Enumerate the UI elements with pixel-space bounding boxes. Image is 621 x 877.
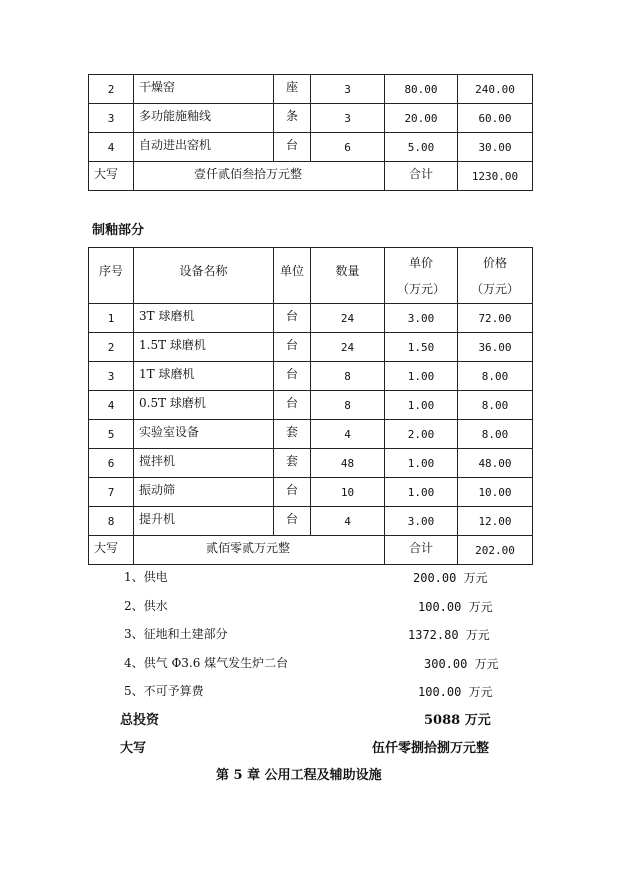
daxie-total-value: 伍仟零捌拾捌万元整 [372, 741, 490, 756]
cell-qty: 8 [311, 391, 385, 420]
table-header-row [89, 248, 533, 304]
cell-no: 4 [89, 133, 134, 162]
cell-qty: 4 [311, 420, 385, 449]
cell-total: 36.00 [458, 333, 533, 362]
cell-unit: 台 [274, 478, 311, 507]
total-value: 5088 万元 [424, 713, 491, 728]
cell-qty: 24 [311, 304, 385, 333]
cell-total: 8.00 [458, 391, 533, 420]
table-row [89, 478, 533, 507]
cell-price: 1.00 [385, 478, 458, 507]
item-value: 300.00 万元 [424, 657, 499, 671]
cell-price: 1.00 [385, 362, 458, 391]
cell-no: 2 [89, 75, 134, 104]
header-name: 设备名称 [134, 248, 274, 304]
cell-name: 搅拌机 [134, 449, 274, 478]
table-row [89, 304, 533, 333]
cell-qty: 3 [311, 75, 385, 104]
total-label: 总投资 [120, 713, 160, 728]
cell-no: 6 [89, 449, 134, 478]
cell-no: 5 [89, 420, 134, 449]
item-value: 100.00 万元 [418, 600, 493, 614]
cell-total: 30.00 [458, 133, 533, 162]
cell-unit: 台 [274, 333, 311, 362]
cell-total: 8.00 [458, 420, 533, 449]
cell-price: 1.00 [385, 449, 458, 478]
cell-total: 10.00 [458, 478, 533, 507]
cell-name: 1T 球磨机 [134, 362, 274, 391]
daxie-amount: 贰佰零贰万元整 [134, 536, 385, 565]
cell-price: 3.00 [385, 304, 458, 333]
cell-price: 5.00 [385, 133, 458, 162]
sum-value: 1230.00 [458, 162, 533, 191]
item-value: 1372.80 万元 [408, 628, 490, 642]
cell-total: 240.00 [458, 75, 533, 104]
cell-qty: 10 [311, 478, 385, 507]
header-total [458, 248, 533, 304]
cell-price: 3.00 [385, 507, 458, 536]
item-label: 4、供气 Φ3.6 煤气发生炉二台 [124, 656, 289, 670]
cell-total: 8.00 [458, 362, 533, 391]
cell-no: 4 [89, 391, 134, 420]
cell-unit: 台 [274, 507, 311, 536]
table-footer-row [89, 162, 533, 191]
header-price-line1: 单价 [408, 255, 433, 270]
cell-name: 自动进出窑机 [134, 133, 274, 162]
cell-price: 1.00 [385, 391, 458, 420]
item-value: 200.00 万元 [413, 571, 488, 585]
cell-name: 提升机 [134, 507, 274, 536]
table-row [89, 420, 533, 449]
cell-price: 2.00 [385, 420, 458, 449]
table-row [89, 104, 533, 133]
cell-unit: 套 [274, 420, 311, 449]
header-total-line1: 价格 [482, 255, 507, 270]
cell-name: 3T 球磨机 [134, 304, 274, 333]
chapter-heading: 第 5 章 公用工程及辅助设施 [216, 768, 382, 783]
cell-no: 3 [89, 104, 134, 133]
cell-price: 80.00 [385, 75, 458, 104]
cell-name: 干燥窑 [134, 75, 274, 104]
header-no: 序号 [89, 248, 134, 304]
cell-price: 20.00 [385, 104, 458, 133]
table-row [89, 133, 533, 162]
daxie-amount: 壹仟贰佰叁拾万元整 [134, 162, 385, 191]
cell-name: 1.5T 球磨机 [134, 333, 274, 362]
cell-unit: 条 [274, 104, 311, 133]
table-row [89, 362, 533, 391]
section-title: 制釉部分 [92, 223, 145, 238]
cell-no: 7 [89, 478, 134, 507]
cell-unit: 座 [274, 75, 311, 104]
header-price-line2: （万元） [396, 281, 445, 296]
item-value: 100.00 万元 [418, 685, 493, 699]
cell-unit: 台 [274, 362, 311, 391]
cell-total: 60.00 [458, 104, 533, 133]
cell-name: 振动筛 [134, 478, 274, 507]
daxie-label: 大写 [89, 162, 134, 191]
cell-total: 12.00 [458, 507, 533, 536]
cell-unit: 台 [274, 304, 311, 333]
cell-total: 72.00 [458, 304, 533, 333]
table-row [89, 391, 533, 420]
table-row [89, 75, 533, 104]
cell-qty: 3 [311, 104, 385, 133]
cell-no: 2 [89, 333, 134, 362]
cell-qty: 6 [311, 133, 385, 162]
table-row [89, 449, 533, 478]
table-row [89, 333, 533, 362]
header-total-line2: （万元） [470, 281, 519, 296]
cell-no: 1 [89, 304, 134, 333]
equipment-table-1 [88, 74, 533, 191]
cell-total: 48.00 [458, 449, 533, 478]
cell-unit: 台 [274, 391, 311, 420]
cell-name: 实验室设备 [134, 420, 274, 449]
sum-value: 202.00 [458, 536, 533, 565]
table-row [89, 507, 533, 536]
item-label: 1、供电 [124, 570, 168, 584]
header-unit: 单位 [274, 248, 311, 304]
daxie-total-label: 大写 [120, 741, 147, 756]
item-label: 3、征地和土建部分 [124, 627, 228, 641]
cell-qty: 4 [311, 507, 385, 536]
item-label: 2、供水 [124, 599, 168, 613]
sum-label: 合计 [385, 162, 458, 191]
cell-name: 0.5T 球磨机 [134, 391, 274, 420]
sum-label: 合计 [385, 536, 458, 565]
header-price [385, 248, 458, 304]
daxie-label: 大写 [89, 536, 134, 565]
table-footer-row [89, 536, 533, 565]
cell-unit: 套 [274, 449, 311, 478]
cell-no: 8 [89, 507, 134, 536]
cell-no: 3 [89, 362, 134, 391]
cell-qty: 48 [311, 449, 385, 478]
header-qty: 数量 [311, 248, 385, 304]
equipment-table-2 [88, 247, 533, 565]
cell-qty: 24 [311, 333, 385, 362]
cell-price: 1.50 [385, 333, 458, 362]
cell-unit: 台 [274, 133, 311, 162]
item-label: 5、不可予算费 [124, 684, 204, 698]
cell-name: 多功能施釉线 [134, 104, 274, 133]
cell-qty: 8 [311, 362, 385, 391]
